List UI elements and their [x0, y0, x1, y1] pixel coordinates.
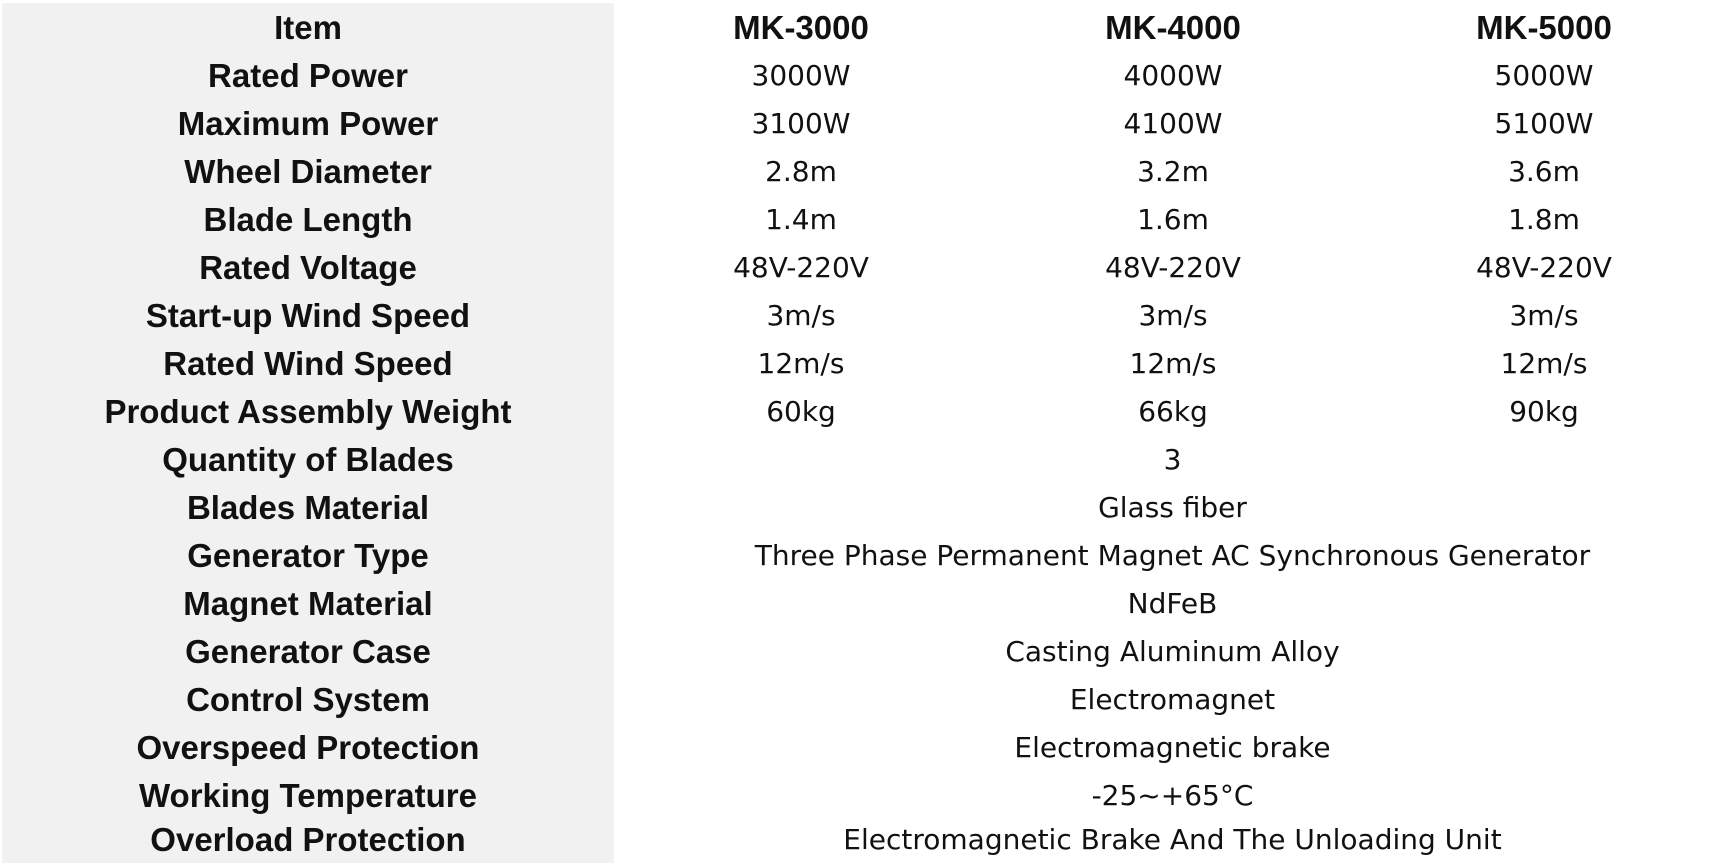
- row-value: 5100W: [1494, 107, 1594, 140]
- row-label: Wheel Diameter: [184, 153, 432, 190]
- row-shared-value: Electromagnetic Brake And The Unloading Unit: [843, 823, 1502, 856]
- table-row: [0, 52, 1721, 100]
- row-value: 5000W: [1494, 59, 1594, 92]
- row-shared-value: Electromagnetic brake: [1014, 731, 1331, 764]
- row-value: 3000W: [751, 59, 851, 92]
- table-row: [0, 484, 1721, 532]
- row-label: Magnet Material: [183, 585, 433, 622]
- row-value: 3m/s: [1509, 299, 1579, 332]
- row-value: 3m/s: [766, 299, 836, 332]
- row-value: 66kg: [1138, 395, 1208, 428]
- row-label: Working Temperature: [138, 777, 477, 814]
- row-label: Start-up Wind Speed: [145, 297, 471, 334]
- table-row: [0, 436, 1721, 484]
- table-row: [0, 100, 1721, 148]
- header-row: [0, 4, 1721, 52]
- header-model-3: MK-5000: [1476, 9, 1612, 46]
- row-label: Rated Voltage: [199, 249, 417, 286]
- table-row: [0, 532, 1721, 580]
- row-shared-value: 3: [1163, 443, 1182, 476]
- row-label: Quantity of Blades: [162, 441, 454, 478]
- row-label: Generator Case: [185, 633, 431, 670]
- row-value: 3.6m: [1508, 155, 1580, 188]
- row-value: 4100W: [1123, 107, 1223, 140]
- header-model-1: MK-3000: [733, 9, 869, 46]
- header-item-label: Item: [274, 9, 342, 46]
- row-shared-value: -25~+65°C: [1091, 779, 1254, 812]
- table-row: [0, 340, 1721, 388]
- table-row: [0, 388, 1721, 436]
- row-value: 2.8m: [765, 155, 837, 188]
- row-value: 48V-220V: [1105, 251, 1241, 284]
- row-shared-value: Electromagnet: [1069, 683, 1276, 716]
- row-value: 3.2m: [1137, 155, 1209, 188]
- table-row: [0, 816, 1721, 864]
- row-value: 1.6m: [1137, 203, 1209, 236]
- table-row: [0, 148, 1721, 196]
- row-shared-value: Three Phase Permanent Magnet AC Synchronous Generator: [754, 539, 1591, 572]
- table-row: [0, 628, 1721, 676]
- row-value: 48V-220V: [1476, 251, 1612, 284]
- table-row: [0, 772, 1721, 820]
- row-value: 12m/s: [1500, 347, 1588, 380]
- table-row: [0, 196, 1721, 244]
- row-value: 3100W: [751, 107, 851, 140]
- row-value: 90kg: [1509, 395, 1579, 428]
- row-label: Overload Protection: [150, 821, 466, 858]
- row-label: Overspeed Protection: [136, 729, 480, 766]
- header-model-2: MK-4000: [1105, 9, 1241, 46]
- table-row: [0, 244, 1721, 292]
- row-value: 12m/s: [1129, 347, 1217, 380]
- table-row: [0, 724, 1721, 772]
- row-label: Rated Power: [208, 57, 408, 94]
- row-value: 1.8m: [1508, 203, 1580, 236]
- row-value: 48V-220V: [733, 251, 869, 284]
- row-value: 12m/s: [757, 347, 845, 380]
- row-label: Generator Type: [187, 537, 429, 574]
- row-label: Control System: [186, 681, 430, 718]
- table-row: [0, 580, 1721, 628]
- table-row: [0, 292, 1721, 340]
- row-value: 3m/s: [1138, 299, 1208, 332]
- row-shared-value: NdFeB: [1127, 587, 1218, 620]
- row-label: Rated Wind Speed: [163, 345, 453, 382]
- table-row: [0, 676, 1721, 724]
- row-value: 4000W: [1123, 59, 1223, 92]
- row-shared-value: Glass fiber: [1098, 491, 1247, 524]
- row-label: Maximum Power: [177, 105, 439, 142]
- row-shared-value: Casting Aluminum Alloy: [1005, 635, 1340, 668]
- row-label: Blades Material: [186, 489, 430, 526]
- row-label: Product Assembly Weight: [104, 393, 512, 430]
- row-label: Blade Length: [203, 201, 413, 238]
- row-value: 60kg: [766, 395, 836, 428]
- row-value: 1.4m: [765, 203, 837, 236]
